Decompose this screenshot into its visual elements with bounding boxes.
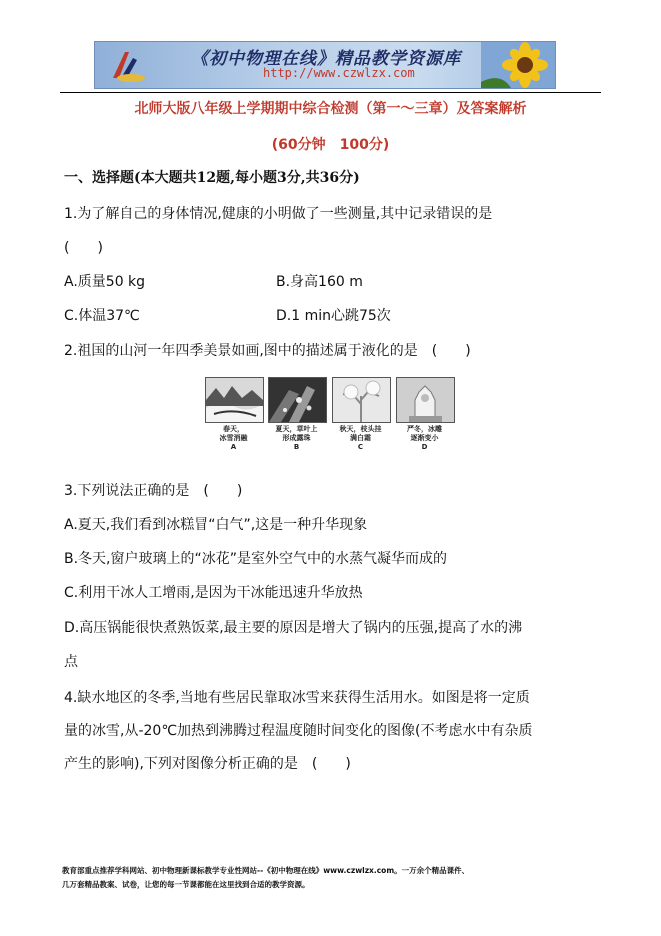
caption-c-letter: C — [357, 443, 364, 451]
spring-melting-snow-image — [205, 377, 264, 423]
caption-d — [396, 425, 453, 452]
question-3-option-a: A.夏天,我们看到冰糕冒“白气”,这是一种升华现象 — [64, 517, 368, 533]
question-3-option-d: D.高压锅能很快煮熟饭菜,最主要的原因是增大了锅内的压强,提高了水的沸 — [64, 620, 523, 636]
caption-c-line1: 秋天，枝头挂 — [339, 425, 382, 433]
caption-a-letter: A — [230, 443, 237, 451]
banner-title: 《初中物理在线》精品教学资源库 — [191, 49, 461, 69]
sunflower-icon — [481, 42, 555, 88]
caption-b-line2: 形成露珠 — [282, 434, 311, 442]
question-4-line-2: 量的冰雪,从-20℃加热到沸腾过程温度随时间变化的图像(不考虑水中有杂质 — [64, 723, 533, 739]
header-divider — [60, 92, 601, 93]
footer-line-1: 教育部重点推荐学科网站、初中物理新课标教学专业性网站--《初中物理在线》www.czwlzx.com。一万余个精品课件、 — [62, 866, 470, 875]
site-banner — [94, 41, 556, 89]
footer-line-2: 几万套精品教案、试卷，让您的每一节课都能在这里找到合适的教学资源。 — [62, 880, 310, 889]
question-4-line-1: 4.缺水地区的冬季,当地有些居民靠取冰雪来获得生活用水。如图是将一定质 — [64, 690, 530, 706]
caption-a — [205, 425, 262, 452]
caption-a-line1: 春天， — [223, 425, 244, 433]
caption-b — [268, 425, 325, 452]
question-1-blank: ( ) — [64, 240, 103, 256]
question-3-option-b: B.冬天,窗户玻璃上的“冰花”是室外空气中的水蒸气凝华而成的 — [64, 551, 448, 567]
banner-url: http://www.czwlzx.com — [263, 66, 415, 80]
question-2-stem: 2.祖国的山河一年四季美景如画,图中的描述属于液化的是 ( ) — [64, 343, 471, 359]
section-heading: 一、选择题(本大题共12题,每小题3分,共36分) — [64, 170, 360, 186]
caption-d-letter: D — [421, 443, 428, 451]
autumn-frost-image — [332, 377, 391, 423]
winter-ice-sculpture-image — [396, 377, 455, 423]
question-1-option-b: B.身高160 m — [276, 274, 363, 290]
caption-a-line2: 冰雪消融 — [219, 434, 248, 442]
caption-c-line2: 满白霜 — [350, 434, 371, 442]
caption-d-line2: 逐渐变小 — [410, 434, 439, 442]
question-1-option-d: D.1 min心跳75次 — [276, 308, 391, 324]
question-1-stem: 1.为了解自己的身体情况,健康的小明做了一些测量,其中记录错误的是 — [64, 206, 493, 222]
question-3-stem: 3.下列说法正确的是 ( ) — [64, 483, 243, 499]
question-2-figure — [205, 377, 453, 463]
question-1-option-a: A.质量50 kg — [64, 274, 146, 290]
document-subtitle: (60分钟 100分) — [271, 137, 390, 153]
question-4-line-3: 产生的影响),下列对图像分析正确的是 ( ) — [64, 756, 351, 772]
site-logo-icon — [107, 48, 147, 84]
document-title: 北师大版八年级上学期期中综合检测（第一～三章）及答案解析 — [134, 101, 527, 117]
summer-dew-image — [268, 377, 327, 423]
caption-b-letter: B — [293, 443, 300, 451]
question-1-option-c: C.体温37℃ — [64, 308, 140, 324]
caption-d-line1: 严冬，冰雕 — [407, 425, 442, 433]
caption-b-line1: 夏天，草叶上 — [275, 425, 318, 433]
question-3-option-d-cont: 点 — [64, 654, 78, 670]
question-3-option-c: C.利用干冰人工增雨,是因为干冰能迅速升华放热 — [64, 585, 363, 601]
caption-c — [332, 425, 389, 452]
